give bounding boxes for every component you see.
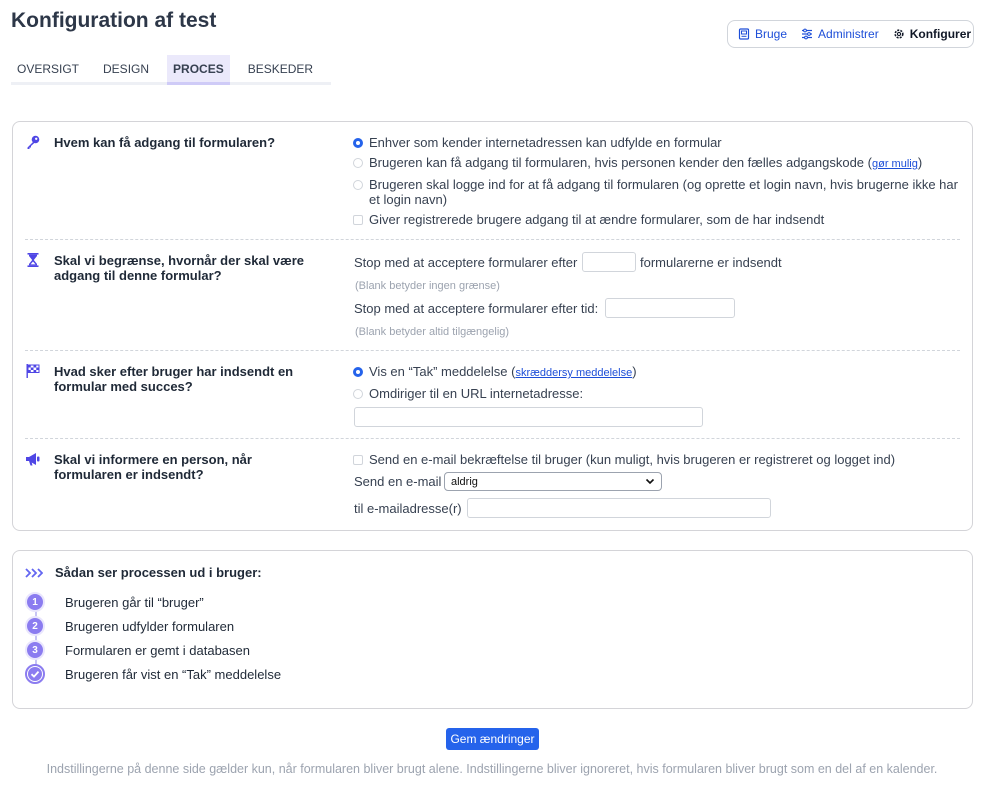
email-address-label: til e-mailadresse(r): [354, 501, 462, 516]
process-title: Sådan ser processen ud i bruger:: [55, 565, 262, 580]
send-email-select-value: aldrig: [451, 475, 478, 488]
send-email-label: Send en e-mail: [354, 474, 442, 489]
access-option-anyone-label: Enhver som kender internetadressen kan udfylde en formular: [369, 135, 722, 150]
check-circle-icon: [25, 664, 45, 684]
manage-button[interactable]: [801, 27, 879, 41]
success-section: [13, 351, 972, 439]
step-text: Brugeren går til “bruger”: [65, 594, 204, 610]
notify-option-confirm-label: Send en e-mail bekræftelse til bruger (kun muligt, hvis brugeren er registreret og logget ind): [369, 452, 896, 467]
chevron-down-icon: [645, 476, 655, 486]
tab-beskeder[interactable]: BESKEDER: [247, 61, 314, 76]
sliders-icon: [801, 28, 813, 40]
customize-message-link[interactable]: skræddersy meddelelse: [515, 367, 633, 379]
page-title: Konfiguration af test: [11, 9, 217, 32]
hourglass-icon: [25, 252, 41, 268]
count-limit-label: Stop med at acceptere formularer efter: [354, 255, 578, 270]
access-option-edit[interactable]: [353, 212, 824, 227]
redirect-url-input[interactable]: [354, 407, 703, 427]
manage-button-label: Administrer: [818, 27, 879, 41]
success-option-thanks[interactable]: Vis en “Tak” meddelelse (skræddersy meddelelse): [353, 364, 637, 381]
step-number: 3: [25, 640, 45, 660]
enable-link[interactable]: gør mulig: [872, 158, 918, 170]
radio-unselected[interactable]: [353, 389, 363, 399]
radio-selected[interactable]: [353, 367, 363, 377]
key-icon: [25, 134, 41, 150]
step-number: 2: [25, 616, 45, 636]
notify-title: Skal vi informere en person, når formularen er indsendt?: [54, 452, 252, 482]
success-option-redirect-label: Omdiriger til en URL internetadresse:: [369, 386, 584, 401]
configure-button-label: Konfigurer: [909, 27, 972, 41]
notify-section: [13, 439, 972, 531]
count-limit-hint: (Blank betyder ingen grænse): [355, 280, 500, 292]
limits-section: [13, 240, 972, 351]
view-switcher: [727, 20, 974, 48]
email-address-input[interactable]: [467, 498, 771, 518]
footnote: Indstillingerne på denne side gælder kun, når formularen bliver brugt alene. Indstillingerne bliver ignoreret, hvis formularen bliver brugt som en del af en kalender.: [46, 762, 938, 776]
success-option-redirect[interactable]: [353, 386, 583, 401]
step-text: Brugeren udfylder formularen: [65, 618, 235, 634]
radio-unselected[interactable]: [353, 158, 363, 168]
send-email-select[interactable]: [444, 472, 662, 491]
step-text: Formularen er gemt i databasen: [65, 642, 250, 658]
chevrons-right-icon: [25, 567, 43, 579]
checkbox[interactable]: [353, 455, 363, 465]
access-option-shared-code-label: Brugeren kan få adgang til formularen, hvis personen kender den fælles adgangskode: [369, 155, 865, 170]
gear-icon: [893, 28, 905, 40]
process-step: [25, 616, 234, 636]
form-icon: [738, 28, 750, 40]
access-option-shared-code[interactable]: Brugeren kan få adgang til formularen, hvis personen kender den fælles adgangskode (gør mulig): [353, 155, 922, 172]
process-step: [25, 592, 204, 612]
time-limit-input[interactable]: [605, 298, 735, 318]
access-option-anyone[interactable]: [353, 135, 722, 150]
finish-flag-icon: [25, 363, 41, 379]
settings-panel: [12, 121, 973, 531]
process-panel: [12, 550, 973, 709]
limits-title: Skal vi begrænse, hvornår der skal være adgang til denne formular?: [54, 253, 305, 283]
process-header: [25, 565, 262, 580]
tab-proces[interactable]: PROCES: [167, 55, 230, 85]
success-option-thanks-label: Vis en “Tak” meddelelse: [369, 364, 508, 379]
tab-bar: [11, 55, 331, 85]
use-button-label: Bruge: [755, 27, 788, 41]
tab-design[interactable]: DESIGN: [103, 61, 150, 76]
time-limit-hint: (Blank betyder altid tilgængelig): [355, 326, 510, 338]
success-title: Hvad sker efter bruger har indsendt en formular med succes?: [54, 364, 294, 394]
use-button[interactable]: [738, 27, 787, 41]
radio-unselected[interactable]: [353, 180, 363, 190]
access-option-edit-label: Giver registrerede brugere adgang til at ændre formularer, som de har indsendt: [369, 212, 825, 227]
radio-selected[interactable]: [353, 138, 363, 148]
count-limit-input[interactable]: [582, 252, 636, 272]
count-limit-suffix: formularerne er indsendt: [640, 255, 782, 270]
time-limit-label: Stop med at acceptere formularer efter tid:: [354, 301, 599, 316]
access-option-login-label: Brugeren skal logge ind for at få adgang til formularen (og oprette et login navn, hvis brugerne ikke har et login navn): [369, 177, 958, 207]
step-text: Brugeren får vist en “Tak” meddelelse: [65, 666, 282, 682]
access-option-login[interactable]: [353, 177, 963, 207]
access-section: [13, 122, 972, 240]
step-number: 1: [25, 592, 45, 612]
megaphone-icon: [25, 451, 41, 467]
tab-oversigt[interactable]: OVERSIGT: [17, 61, 80, 76]
checkbox[interactable]: [353, 215, 363, 225]
access-title: Hvem kan få adgang til formularen?: [54, 135, 276, 150]
configure-button[interactable]: [893, 27, 971, 41]
process-step: [25, 664, 281, 684]
process-step: [25, 640, 250, 660]
save-button[interactable]: Gem ændringer: [446, 728, 539, 750]
notify-option-confirm[interactable]: [353, 452, 895, 467]
